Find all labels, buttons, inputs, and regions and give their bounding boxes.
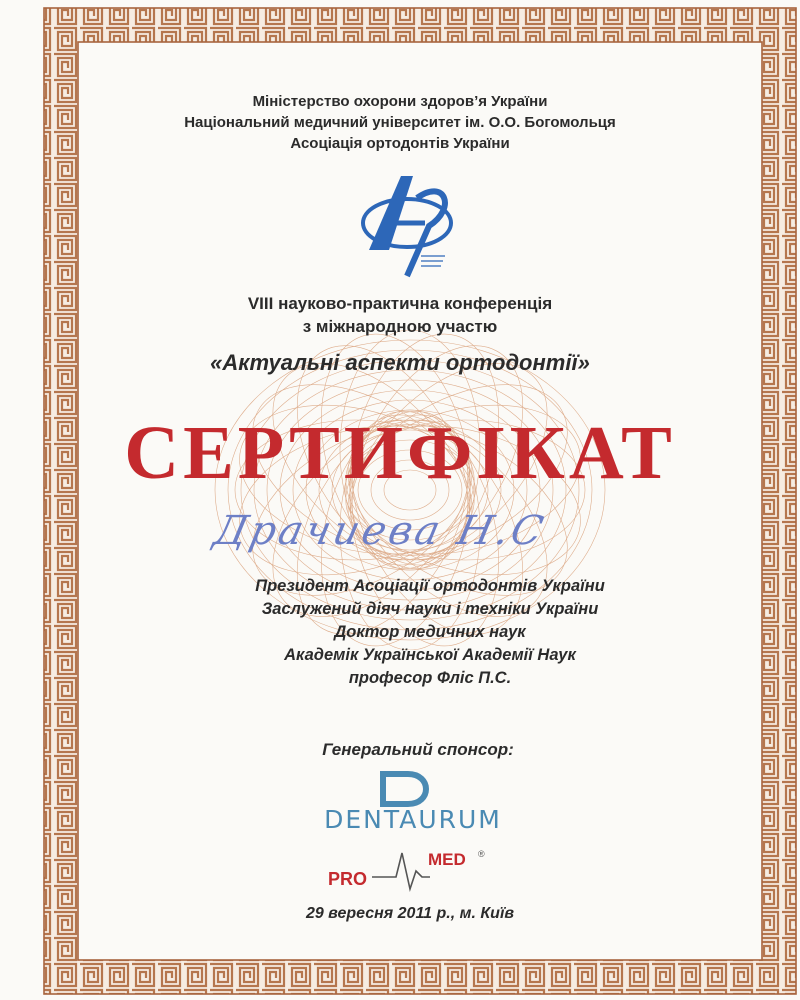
heartbeat-line-icon (372, 853, 430, 889)
recipient-signature: Драчиева Н.С (209, 508, 551, 554)
professor-name: професор Фліс П.С. (348, 669, 512, 687)
university-line: Національний медичний університет ім. О.О. Богомольця (184, 114, 616, 131)
association-line: Асоціація ортодонтів України (290, 135, 510, 152)
certificate-heading: СЕРТИФІКАТ (124, 411, 676, 495)
promed-med: MED (428, 850, 466, 869)
dentaurum-wordmark: DENTAURUM (324, 805, 502, 834)
academician-title: Академік Української Академії Наук (284, 646, 576, 664)
date-place: 29 вересня 2011 р., м. Київ (305, 905, 515, 922)
ap-monogram-logo (355, 168, 465, 283)
ministry-line: Міністерство охорони здоров’я України (252, 93, 548, 110)
registered-mark: ® (478, 849, 485, 859)
sponsor-label: Генеральний спонсор: (322, 740, 514, 759)
dentaurum-d-logo (268, 770, 558, 834)
conference-title: «Актуальні аспекти ортодонтії» (210, 350, 590, 375)
promed-pro: PRO (328, 869, 368, 889)
president-title: Президент Асоціації ортодонтів України (255, 577, 605, 595)
conference-line: VIII науково-практична конференція (247, 294, 553, 313)
promed-logo (318, 843, 498, 895)
doctor-title: Доктор медичних наук (334, 623, 526, 641)
honored-title: Заслужений діяч науки і техніки України (261, 600, 599, 618)
international-line: з міжнародною участю (302, 317, 498, 336)
